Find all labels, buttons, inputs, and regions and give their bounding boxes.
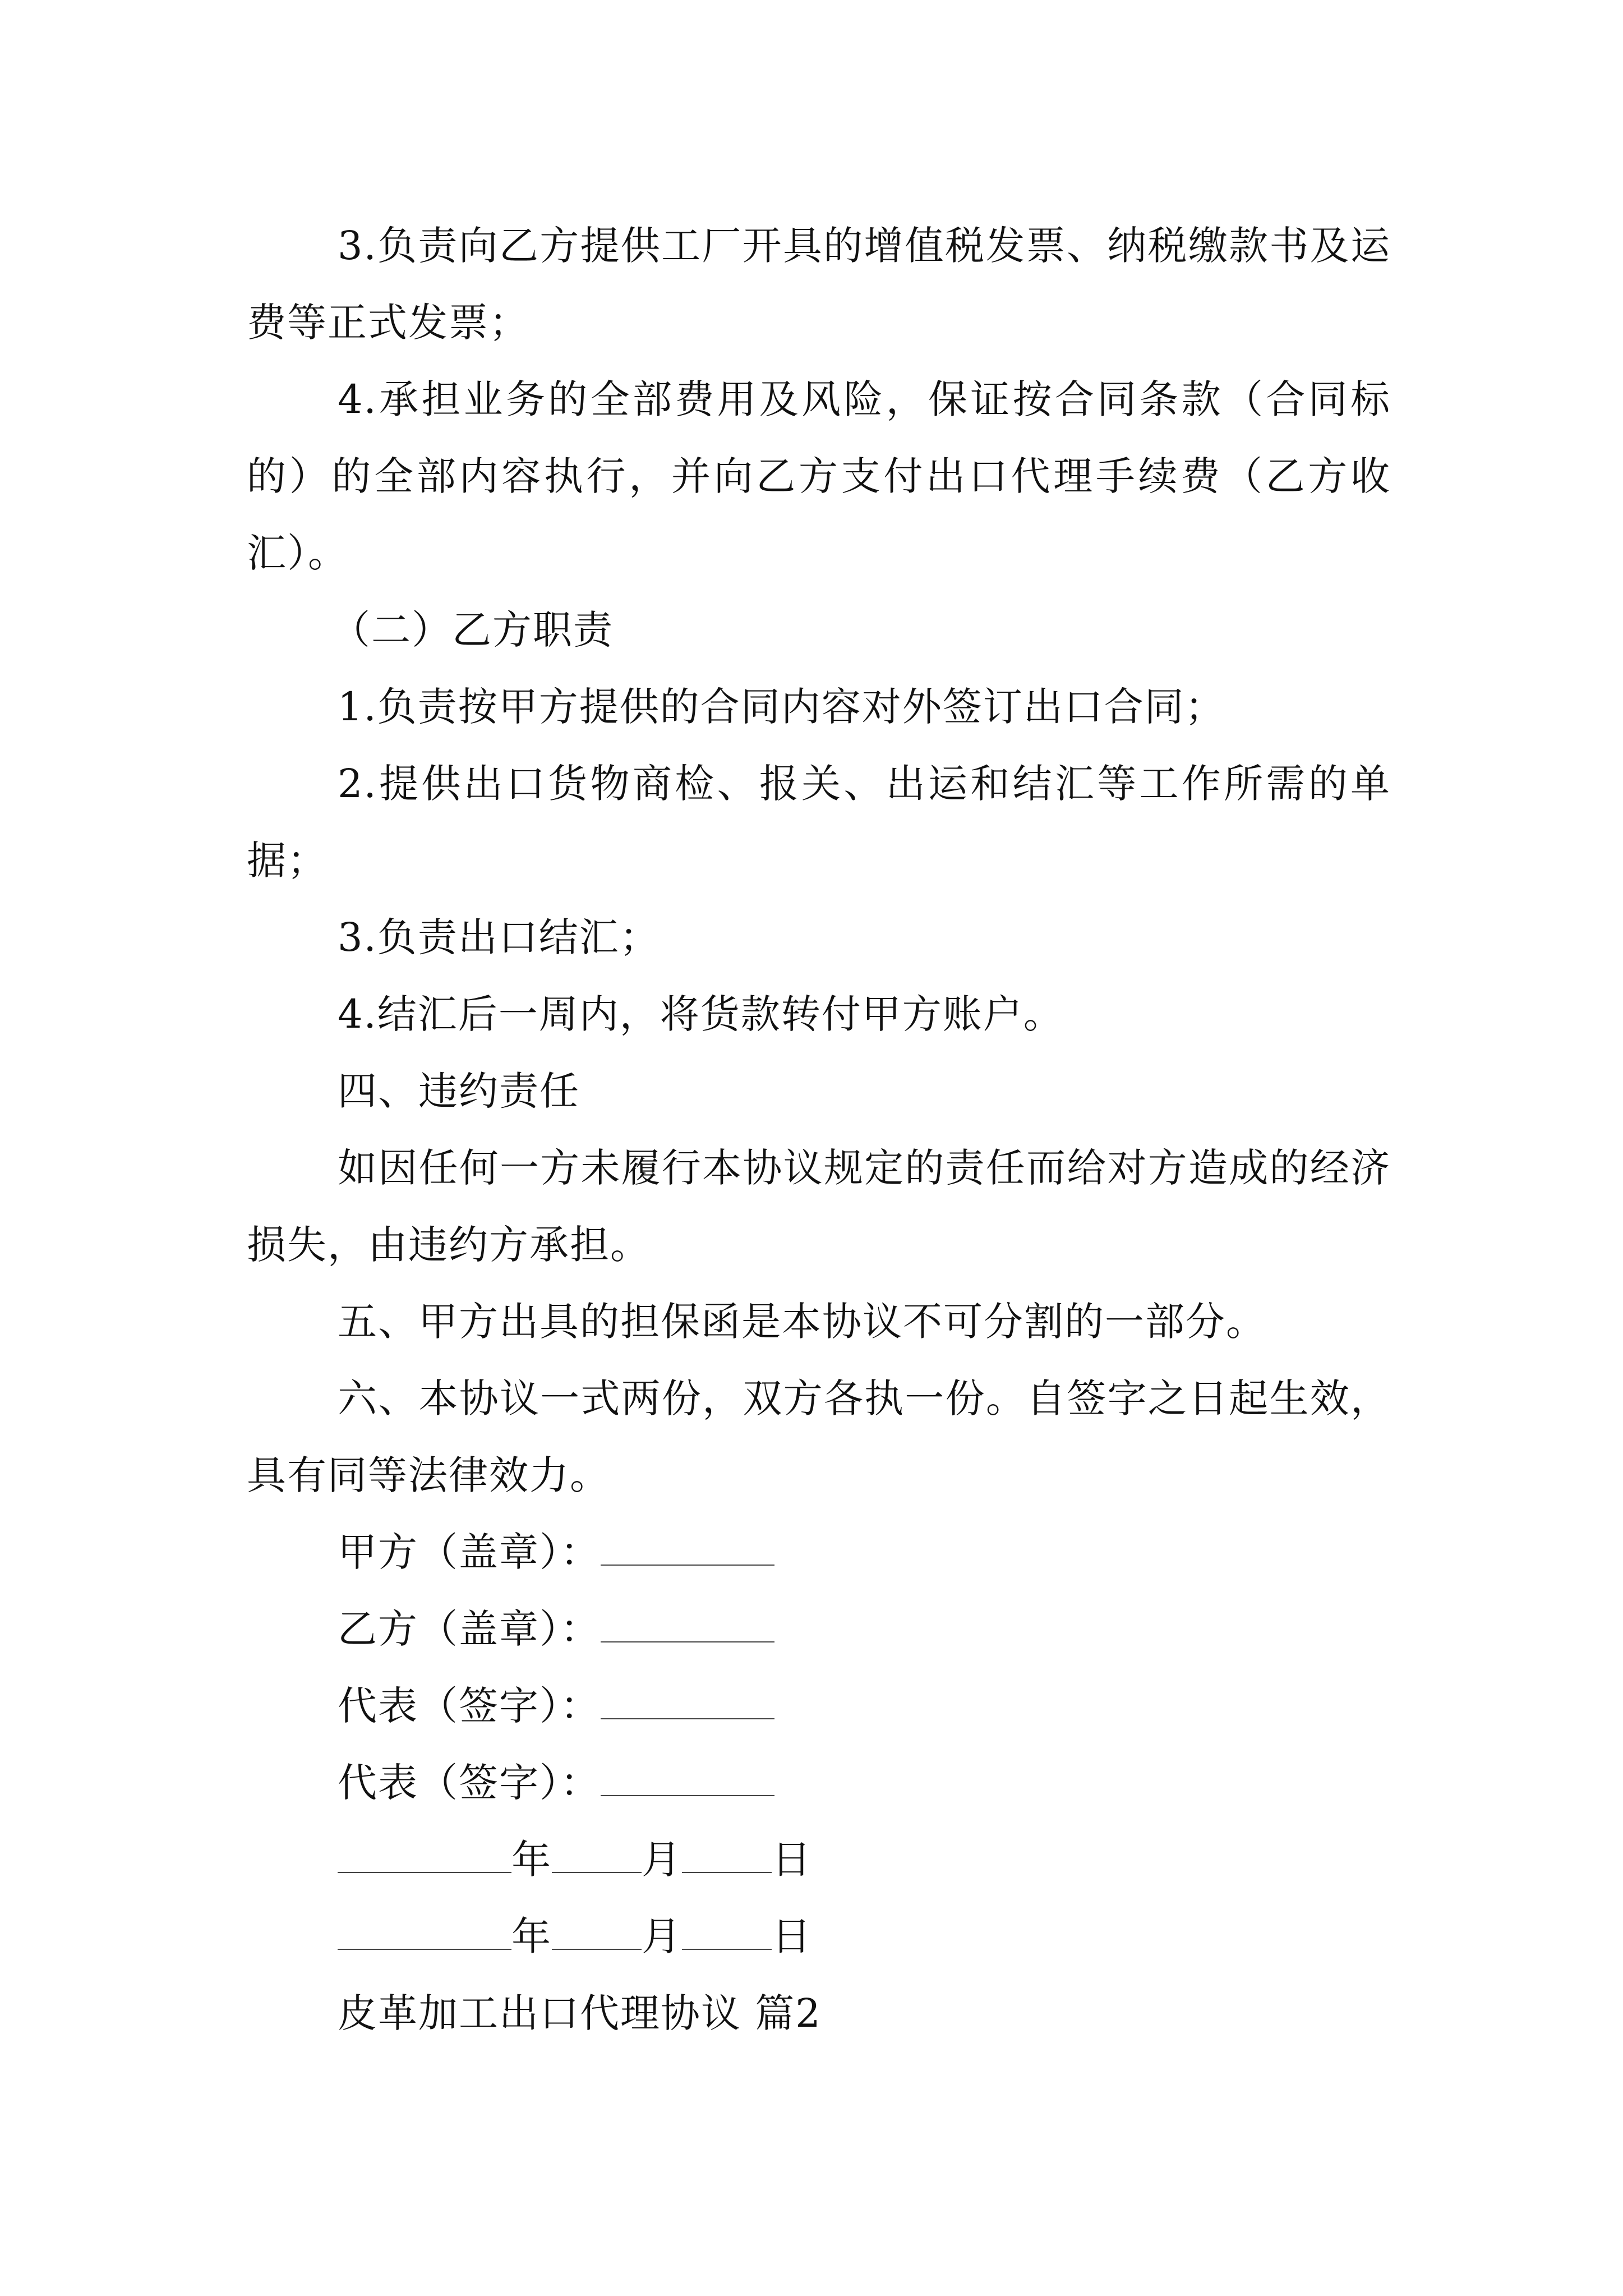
document-page xyxy=(247,208,1391,2052)
paragraph-guarantee-letter: 五、甲方出具的担保函是本协议不可分割的一部分。 xyxy=(338,1299,1266,1345)
paragraph-sign-contract: 1.负责按甲方提供的合同内容对外签订出口合同； xyxy=(338,684,1225,730)
signature-blank-party-a[interactable] xyxy=(601,1533,774,1566)
date-day-label-2: 日 xyxy=(772,1913,812,1959)
signature-label-party-b: 乙方（盖章）： xyxy=(338,1606,601,1652)
date-month-label-2: 月 xyxy=(642,1913,682,1959)
signature-label-representative-1: 代表（签字）： xyxy=(338,1683,601,1729)
paragraph-settlement: 3.负责出口结汇； xyxy=(338,914,660,960)
date-month-blank-1[interactable] xyxy=(552,1841,642,1873)
signature-blank-representative-1[interactable] xyxy=(601,1687,774,1719)
date-day-label-1: 日 xyxy=(772,1837,812,1883)
signature-line-party-a xyxy=(247,1514,1391,1591)
date-year-blank-2[interactable] xyxy=(338,1917,511,1950)
paragraph-copies-effect: 六、本协议一式两份，双方各执一份。自签字之日起生效，具有同等法律效力。 xyxy=(247,1375,1391,1498)
date-day-blank-2[interactable] xyxy=(682,1917,772,1950)
paragraph-provide-documents: 2.提供出口货物商检、报关、出运和结汇等工作所需的单据； xyxy=(247,761,1391,884)
paragraph-cost-risk-duty: 4.承担业务的全部费用及风险，保证按合同条款（合同标的）的全部内容执行，并向乙方支付出口代理手续费（乙方收汇）。 xyxy=(247,376,1391,576)
paragraph-transfer-payment: 4.结汇后一周内，将货款转付甲方账户。 xyxy=(338,991,1064,1037)
signature-blank-party-b[interactable] xyxy=(601,1610,774,1642)
date-month-blank-2[interactable] xyxy=(552,1917,642,1950)
paragraph-breach-liability: 如因任何一方未履行本协议规定的责任而给对方造成的经济损失，由违约方承担。 xyxy=(247,1145,1391,1268)
signature-line-representative-2 xyxy=(247,1745,1391,1821)
signature-label-party-a: 甲方（盖章）： xyxy=(338,1529,601,1575)
signature-line-party-b xyxy=(247,1591,1391,1668)
signature-blank-representative-2[interactable] xyxy=(601,1764,774,1796)
section-heading-party-b-duties: （二）乙方职责 xyxy=(331,607,614,653)
date-year-label-1: 年 xyxy=(511,1837,552,1883)
signature-label-representative-2: 代表（签字）： xyxy=(338,1760,601,1806)
paragraph-invoice-duty: 3.负责向乙方提供工厂开具的增值税发票、纳税缴款书及运费等正式发票； xyxy=(247,223,1391,346)
date-day-blank-1[interactable] xyxy=(682,1841,772,1873)
date-line-2 xyxy=(247,1898,1391,1975)
date-year-blank-1[interactable] xyxy=(338,1841,511,1873)
signature-line-representative-1 xyxy=(247,1668,1391,1745)
date-month-label-1: 月 xyxy=(642,1837,682,1883)
next-section-title: 皮革加工出口代理协议 篇2 xyxy=(338,1990,822,2036)
date-year-label-2: 年 xyxy=(511,1913,552,1959)
date-line-1 xyxy=(247,1821,1391,1898)
section-heading-breach: 四、违约责任 xyxy=(338,1068,580,1114)
